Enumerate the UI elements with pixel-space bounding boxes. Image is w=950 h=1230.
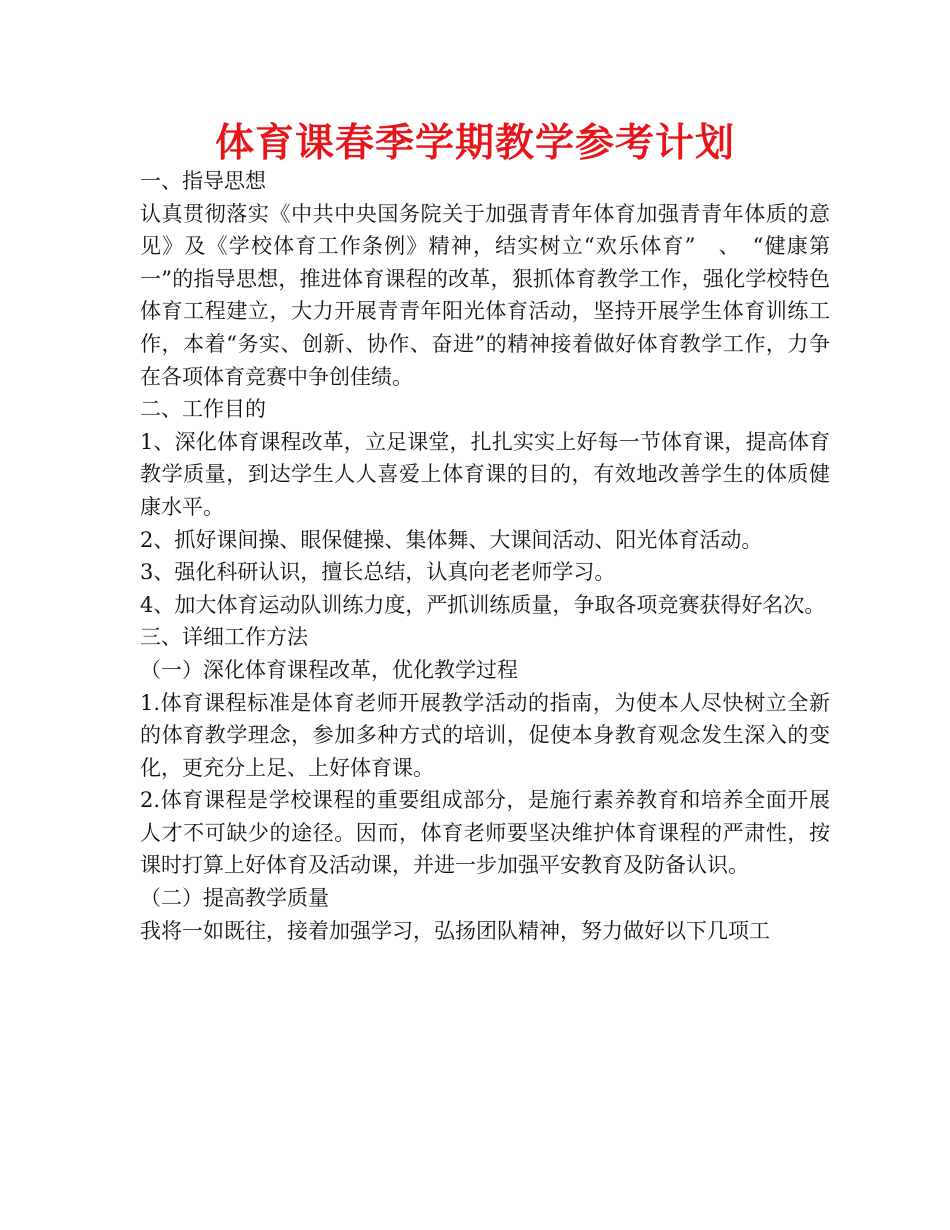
goal-item-4: 4、加大体育运动队训练力度，严抓训练质量，争取各项竞赛获得好名次。 bbox=[140, 592, 826, 617]
section-heading-work-goals: 二、工作目的 bbox=[140, 397, 266, 422]
paragraph-guiding-thought: 认真贯彻落实《中共中央国务院关于加强青青年体育加强青青年体质的意见》及《学校体育工作条例》精神，结实树立“欢乐体育” 、 “健康第一”的指导思想，推进体育课程的改革，狠抓体育教学工作，强化学校特色体育工程建立，大力开展青青年阳光体育活动，坚持开展学生体育训练工作，本着“务实、创新、协作、奋进”的精神接着做好体育教学工作，力争在各项体育竞赛中争创佳绩。 bbox=[140, 201, 830, 389]
method-item-1: 1.体育课程标准是体育老师开展教学活动的指南，为使本人尽快树立全新的体育教学理念，参加多种方式的培训，促使本身教育观念发生深入的变化，更充分上足、上好体育课。 bbox=[140, 690, 830, 780]
section-heading-methods: 三、详细工作方法 bbox=[140, 625, 308, 650]
document-title: 体育课春季学期教学参考计划 bbox=[214, 120, 735, 166]
section-heading-guiding-thought: 一、指导思想 bbox=[140, 169, 266, 193]
method-item-2: 2.体育课程是学校课程的重要组成部分，是施行素养教育和培养全面开展人才不可缺少的途径。因而，体育老师要坚决维护体育课程的严肃性，按课时打算上好体育及活动课，并进一步加强平安教育及防备认识。 bbox=[140, 788, 830, 878]
goal-item-3: 3、强化科研认识，擅长总结，认真向老老师学习。 bbox=[140, 560, 616, 585]
paragraph-teaching-quality: 我将一如既往，接着加强学习，弘扬团队精神，努力做好以下几项工 bbox=[140, 918, 770, 943]
goal-item-2: 2、抓好课间操、眼保健操、集体舞、大课间活动、阳光体育活动。 bbox=[140, 527, 763, 552]
subsection-heading-teaching-quality: （二）提高教学质量 bbox=[140, 886, 329, 911]
goal-item-1: 1、深化体育课程改革，立足课堂，扎扎实实上好每一节体育课，提高体育教学质量，到达学生人人喜爱上体育课的目的，有效地改善学生的体质健康水平。 bbox=[140, 429, 830, 519]
subsection-heading-curriculum-reform: （一）深化体育课程改革，优化教学过程 bbox=[140, 657, 518, 682]
document-body bbox=[140, 165, 830, 947]
